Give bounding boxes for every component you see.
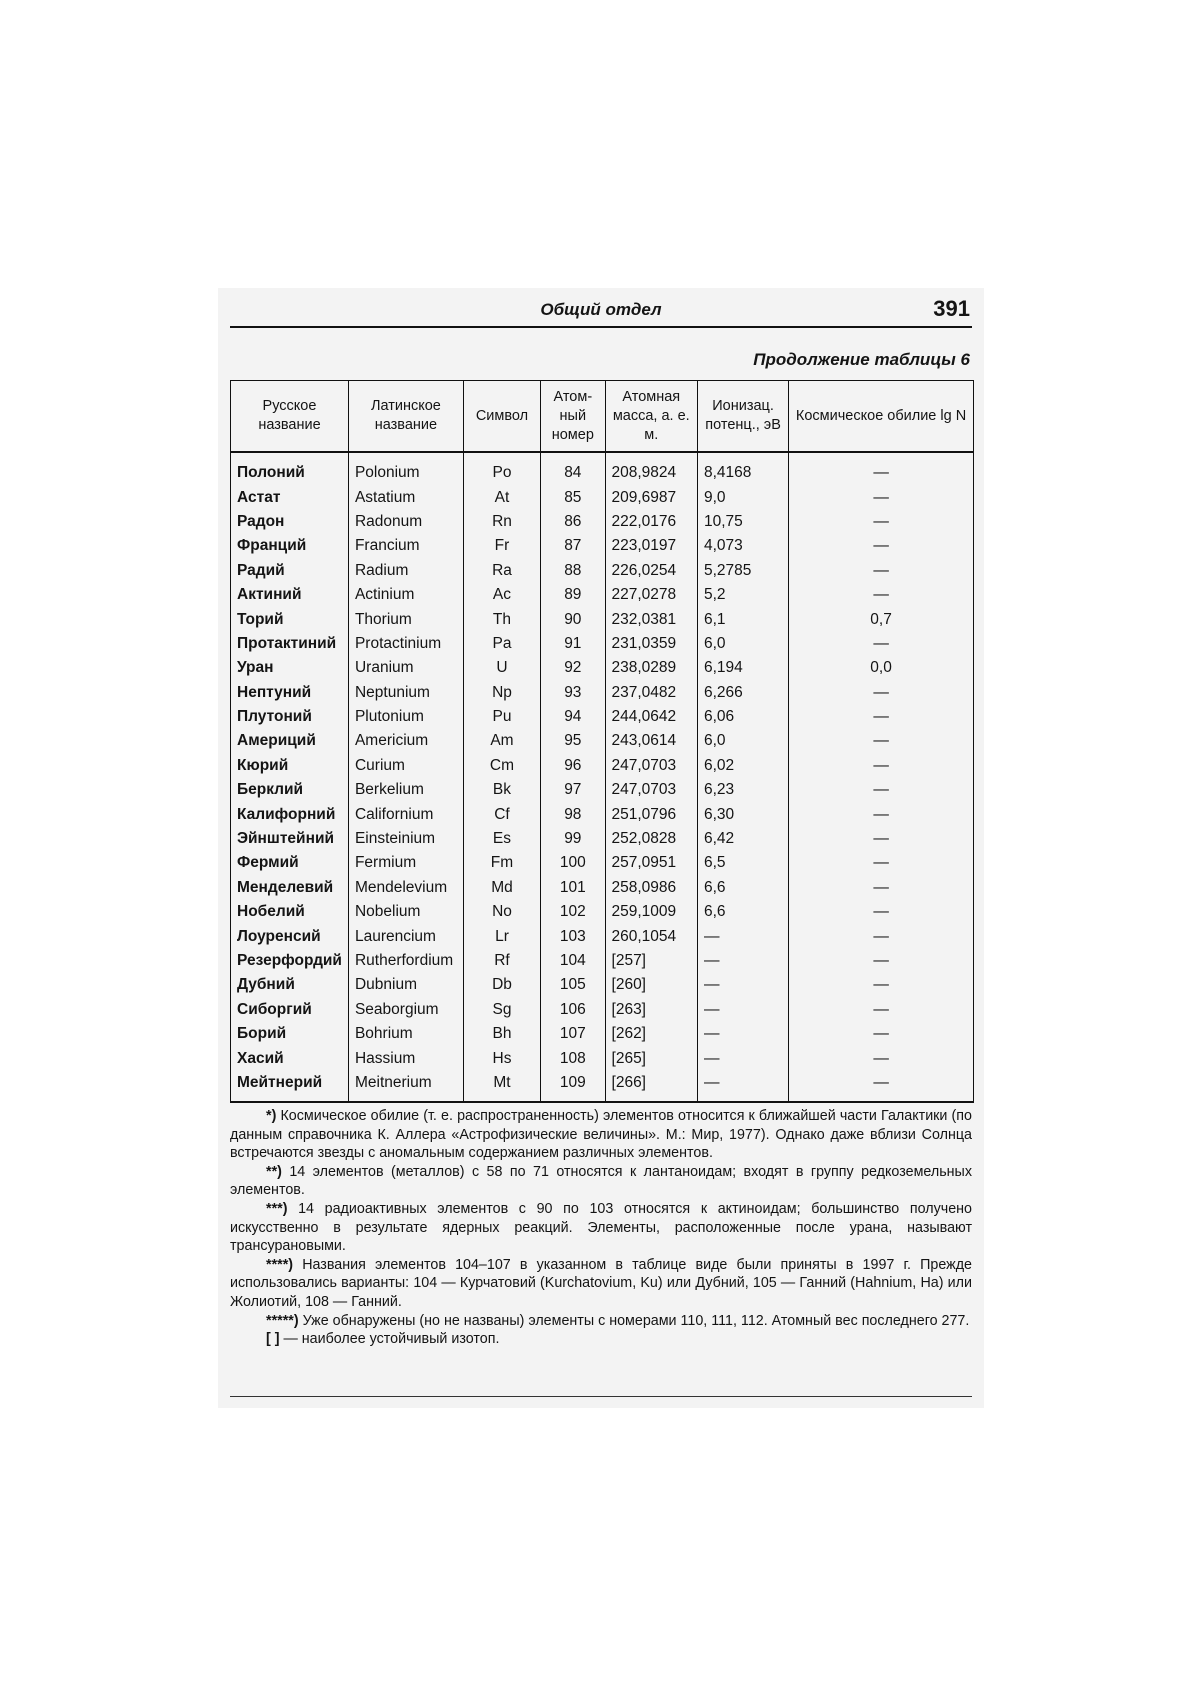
cell-cos: — bbox=[789, 681, 974, 705]
cell-cos: — bbox=[789, 1046, 974, 1070]
cell-rus: Франций bbox=[231, 534, 349, 558]
table-row bbox=[231, 900, 974, 924]
cell-sym: Pa bbox=[463, 632, 540, 656]
cell-sym: Mt bbox=[463, 1071, 540, 1102]
footnote-text: — наиболее устойчивый изотоп. bbox=[279, 1331, 500, 1348]
cell-cos: — bbox=[789, 900, 974, 924]
cell-ion: — bbox=[698, 949, 789, 973]
cell-rus: Эйнштейний bbox=[231, 827, 349, 851]
footnote-mark: [ ] bbox=[266, 1331, 280, 1348]
cell-rus: Торий bbox=[231, 607, 349, 631]
section-title: Общий отдел bbox=[540, 300, 662, 319]
cell-lat: Einsteinium bbox=[348, 827, 463, 851]
cell-num: 84 bbox=[541, 452, 605, 485]
cell-rus: Астат bbox=[231, 485, 349, 509]
cell-rus: Полоний bbox=[231, 452, 349, 485]
cell-cos: — bbox=[789, 973, 974, 997]
footnote bbox=[230, 1312, 972, 1331]
cell-mass: 258,0986 bbox=[605, 876, 697, 900]
cell-num: 105 bbox=[541, 973, 605, 997]
cell-num: 99 bbox=[541, 827, 605, 851]
table-row bbox=[231, 778, 974, 802]
cell-num: 102 bbox=[541, 900, 605, 924]
footnote-mark: *) bbox=[266, 1108, 277, 1124]
cell-ion: — bbox=[698, 924, 789, 948]
cell-lat: Protactinium bbox=[348, 632, 463, 656]
cell-sym: Bh bbox=[463, 1022, 540, 1046]
cell-mass: 209,6987 bbox=[605, 485, 697, 509]
cell-lat: Astatium bbox=[348, 485, 463, 509]
cell-ion: 6,30 bbox=[698, 802, 789, 826]
table-row bbox=[231, 754, 974, 778]
cell-num: 95 bbox=[541, 729, 605, 753]
cell-sym: Sg bbox=[463, 998, 540, 1022]
cell-sym: Ra bbox=[463, 559, 540, 583]
cell-rus: Плутоний bbox=[231, 705, 349, 729]
cell-sym: Fm bbox=[463, 851, 540, 875]
table-row bbox=[231, 632, 974, 656]
cell-cos: — bbox=[789, 729, 974, 753]
table-row bbox=[231, 973, 974, 997]
table-row bbox=[231, 1022, 974, 1046]
table-row bbox=[231, 681, 974, 705]
cell-lat: Radium bbox=[348, 559, 463, 583]
cell-cos: — bbox=[789, 705, 974, 729]
cell-rus: Нептуний bbox=[231, 681, 349, 705]
cell-rus: Актиний bbox=[231, 583, 349, 607]
table-row bbox=[231, 510, 974, 534]
cell-lat: Nobelium bbox=[348, 900, 463, 924]
footnote bbox=[230, 1256, 972, 1312]
cell-mass: 227,0278 bbox=[605, 583, 697, 607]
cell-lat: Californium bbox=[348, 802, 463, 826]
cell-num: 85 bbox=[541, 485, 605, 509]
cell-rus: Америций bbox=[231, 729, 349, 753]
bottom-rule bbox=[230, 1396, 972, 1397]
footnote-mark: ****) bbox=[266, 1256, 294, 1273]
cell-num: 96 bbox=[541, 754, 605, 778]
cell-mass: 244,0642 bbox=[605, 705, 697, 729]
cell-ion: 6,5 bbox=[698, 851, 789, 875]
cell-rus: Сиборгий bbox=[231, 998, 349, 1022]
cell-lat: Fermium bbox=[348, 851, 463, 875]
cell-lat: Dubnium bbox=[348, 973, 463, 997]
table-row bbox=[231, 656, 974, 680]
footnotes bbox=[230, 1107, 972, 1349]
table-continuation-label: Продолжение таблицы 6 bbox=[753, 350, 970, 369]
table-row bbox=[231, 534, 974, 558]
cell-ion: 6,266 bbox=[698, 681, 789, 705]
col-header-atomic-number: Атом- ный номер bbox=[541, 381, 605, 453]
cell-num: 98 bbox=[541, 802, 605, 826]
cell-ion: 10,75 bbox=[698, 510, 789, 534]
cell-mass: 238,0289 bbox=[605, 656, 697, 680]
cell-lat: Rutherfordium bbox=[348, 949, 463, 973]
cell-sym: Rn bbox=[463, 510, 540, 534]
cell-cos: — bbox=[789, 583, 974, 607]
cell-cos: 0,0 bbox=[789, 656, 974, 680]
cell-lat: Thorium bbox=[348, 607, 463, 631]
col-header-cosmic-abundance: Космическое обилие lg N bbox=[789, 381, 974, 453]
table-row bbox=[231, 452, 974, 485]
footnote-text: 14 радиоактивных элементов с 90 по 103 относятся к актиноидам; большинство получено искусственно в результате ядерных реакций. Элементы, расположенные после урана, называют трансурановыми. bbox=[230, 1200, 972, 1255]
cell-sym: Es bbox=[463, 827, 540, 851]
cell-lat: Radonum bbox=[348, 510, 463, 534]
cell-ion: 6,6 bbox=[698, 876, 789, 900]
cell-num: 88 bbox=[541, 559, 605, 583]
cell-lat: Meitnerium bbox=[348, 1071, 463, 1102]
cell-rus: Калифорний bbox=[231, 802, 349, 826]
col-header-russian-name: Русское название bbox=[231, 381, 349, 453]
table-row bbox=[231, 559, 974, 583]
cell-num: 92 bbox=[541, 656, 605, 680]
table-row bbox=[231, 827, 974, 851]
cell-sym: Am bbox=[463, 729, 540, 753]
footnote bbox=[230, 1330, 972, 1349]
cell-num: 108 bbox=[541, 1046, 605, 1070]
cell-sym: Lr bbox=[463, 924, 540, 948]
footnote bbox=[230, 1163, 972, 1200]
cell-cos: — bbox=[789, 851, 974, 875]
cell-mass: [262] bbox=[605, 1022, 697, 1046]
cell-ion: 5,2 bbox=[698, 583, 789, 607]
cell-cos: — bbox=[789, 827, 974, 851]
cell-lat: Americium bbox=[348, 729, 463, 753]
footnote-mark: ***) bbox=[266, 1200, 288, 1217]
cell-cos: — bbox=[789, 876, 974, 900]
cell-sym: Th bbox=[463, 607, 540, 631]
cell-mass: 223,0197 bbox=[605, 534, 697, 558]
cell-lat: Actinium bbox=[348, 583, 463, 607]
cell-ion: 4,073 bbox=[698, 534, 789, 558]
cell-lat: Laurencium bbox=[348, 924, 463, 948]
cell-mass: 259,1009 bbox=[605, 900, 697, 924]
cell-sym: Bk bbox=[463, 778, 540, 802]
footnote-text: Названия элементов 104–107 в указанном в таблице виде были приняты в 1997 г. Прежде использовались варианты: 104 — Курчатовий (Kurchatovium, Ku) или Дубний, 105 — Ганний (Hahnium, Ha) или Жолиотий, 108 — Ганний. bbox=[230, 1256, 972, 1310]
cell-sym: Md bbox=[463, 876, 540, 900]
cell-ion: — bbox=[698, 1046, 789, 1070]
cell-sym: U bbox=[463, 656, 540, 680]
cell-lat: Neptunium bbox=[348, 681, 463, 705]
cell-ion: 9,0 bbox=[698, 485, 789, 509]
cell-mass: [263] bbox=[605, 998, 697, 1022]
cell-ion: 6,06 bbox=[698, 705, 789, 729]
cell-rus: Дубний bbox=[231, 973, 349, 997]
table-row bbox=[231, 583, 974, 607]
cell-rus: Берклий bbox=[231, 778, 349, 802]
cell-ion: 6,0 bbox=[698, 729, 789, 753]
table-row bbox=[231, 998, 974, 1022]
cell-num: 106 bbox=[541, 998, 605, 1022]
cell-cos: 0,7 bbox=[789, 607, 974, 631]
cell-lat: Francium bbox=[348, 534, 463, 558]
cell-cos: — bbox=[789, 754, 974, 778]
cell-num: 109 bbox=[541, 1071, 605, 1102]
cell-cos: — bbox=[789, 485, 974, 509]
cell-sym: Cm bbox=[463, 754, 540, 778]
cell-rus: Радий bbox=[231, 559, 349, 583]
table-row bbox=[231, 1046, 974, 1070]
table-header-row bbox=[231, 381, 974, 453]
col-header-symbol: Символ bbox=[463, 381, 540, 453]
cell-lat: Uranium bbox=[348, 656, 463, 680]
cell-rus: Нобелий bbox=[231, 900, 349, 924]
elements-table bbox=[230, 380, 974, 1103]
cell-lat: Seaborgium bbox=[348, 998, 463, 1022]
cell-num: 107 bbox=[541, 1022, 605, 1046]
cell-rus: Менделевий bbox=[231, 876, 349, 900]
cell-mass: 247,0703 bbox=[605, 754, 697, 778]
col-header-latin-name: Латинское название bbox=[348, 381, 463, 453]
cell-ion: 6,02 bbox=[698, 754, 789, 778]
cell-ion: 5,2785 bbox=[698, 559, 789, 583]
cell-rus: Радон bbox=[231, 510, 349, 534]
table-row bbox=[231, 924, 974, 948]
cell-num: 94 bbox=[541, 705, 605, 729]
cell-ion: 6,0 bbox=[698, 632, 789, 656]
cell-rus: Протактиний bbox=[231, 632, 349, 656]
cell-ion: 6,6 bbox=[698, 900, 789, 924]
cell-num: 100 bbox=[541, 851, 605, 875]
cell-mass: [257] bbox=[605, 949, 697, 973]
cell-ion: 6,1 bbox=[698, 607, 789, 631]
cell-sym: Pu bbox=[463, 705, 540, 729]
cell-rus: Уран bbox=[231, 656, 349, 680]
cell-num: 91 bbox=[541, 632, 605, 656]
cell-mass: 251,0796 bbox=[605, 802, 697, 826]
cell-lat: Polonium bbox=[348, 452, 463, 485]
cell-mass: 208,9824 bbox=[605, 452, 697, 485]
cell-lat: Hassium bbox=[348, 1046, 463, 1070]
cell-sym: Rf bbox=[463, 949, 540, 973]
cell-num: 97 bbox=[541, 778, 605, 802]
table-row bbox=[231, 729, 974, 753]
footnote-mark: **) bbox=[266, 1163, 282, 1180]
cell-num: 89 bbox=[541, 583, 605, 607]
table-row bbox=[231, 949, 974, 973]
cell-ion: — bbox=[698, 998, 789, 1022]
cell-mass: 247,0703 bbox=[605, 778, 697, 802]
table-row bbox=[231, 1071, 974, 1102]
cell-ion: — bbox=[698, 973, 789, 997]
cell-sym: Db bbox=[463, 973, 540, 997]
cell-sym: Np bbox=[463, 681, 540, 705]
cell-lat: Curium bbox=[348, 754, 463, 778]
cell-sym: No bbox=[463, 900, 540, 924]
cell-mass: 237,0482 bbox=[605, 681, 697, 705]
cell-cos: — bbox=[789, 510, 974, 534]
cell-ion: — bbox=[698, 1071, 789, 1102]
cell-num: 93 bbox=[541, 681, 605, 705]
col-header-ionization-potential: Ионизац. потенц., эВ bbox=[698, 381, 789, 453]
cell-mass: 222,0176 bbox=[605, 510, 697, 534]
cell-sym: At bbox=[463, 485, 540, 509]
cell-ion: — bbox=[698, 1022, 789, 1046]
cell-lat: Mendelevium bbox=[348, 876, 463, 900]
cell-cos: — bbox=[789, 998, 974, 1022]
cell-cos: — bbox=[789, 924, 974, 948]
cell-mass: 232,0381 bbox=[605, 607, 697, 631]
cell-mass: 252,0828 bbox=[605, 827, 697, 851]
cell-lat: Bohrium bbox=[348, 1022, 463, 1046]
footnote bbox=[230, 1107, 972, 1163]
cell-num: 86 bbox=[541, 510, 605, 534]
table-row bbox=[231, 802, 974, 826]
cell-cos: — bbox=[789, 1022, 974, 1046]
cell-rus: Кюрий bbox=[231, 754, 349, 778]
cell-rus: Хасий bbox=[231, 1046, 349, 1070]
cell-lat: Berkelium bbox=[348, 778, 463, 802]
cell-ion: 6,42 bbox=[698, 827, 789, 851]
table-row bbox=[231, 876, 974, 900]
table-row bbox=[231, 705, 974, 729]
cell-rus: Резерфордий bbox=[231, 949, 349, 973]
cell-cos: — bbox=[789, 802, 974, 826]
cell-cos: — bbox=[789, 534, 974, 558]
table-row bbox=[231, 851, 974, 875]
footnote-text: 14 элементов (металлов) с 58 по 71 относятся к лантаноидам; входят в группу редкоземельных элементов. bbox=[230, 1163, 972, 1199]
cell-mass: 226,0254 bbox=[605, 559, 697, 583]
cell-mass: [265] bbox=[605, 1046, 697, 1070]
cell-rus: Мейтнерий bbox=[231, 1071, 349, 1102]
cell-ion: 6,23 bbox=[698, 778, 789, 802]
cell-sym: Po bbox=[463, 452, 540, 485]
col-header-atomic-mass: Атомная масса, а. е. м. bbox=[605, 381, 697, 453]
cell-cos: — bbox=[789, 452, 974, 485]
cell-lat: Plutonium bbox=[348, 705, 463, 729]
cell-rus: Фермий bbox=[231, 851, 349, 875]
cell-cos: — bbox=[789, 559, 974, 583]
cell-num: 87 bbox=[541, 534, 605, 558]
cell-mass: 231,0359 bbox=[605, 632, 697, 656]
cell-ion: 8,4168 bbox=[698, 452, 789, 485]
page-header bbox=[230, 296, 972, 328]
page-number: 391 bbox=[933, 296, 970, 321]
cell-num: 104 bbox=[541, 949, 605, 973]
cell-sym: Ac bbox=[463, 583, 540, 607]
cell-rus: Лоуренсий bbox=[231, 924, 349, 948]
cell-sym: Cf bbox=[463, 802, 540, 826]
footnote-mark: *****) bbox=[266, 1312, 299, 1329]
cell-cos: — bbox=[789, 1071, 974, 1102]
cell-ion: 6,194 bbox=[698, 656, 789, 680]
cell-mass: 243,0614 bbox=[605, 729, 697, 753]
cell-mass: [266] bbox=[605, 1071, 697, 1102]
cell-rus: Борий bbox=[231, 1022, 349, 1046]
cell-sym: Hs bbox=[463, 1046, 540, 1070]
table-row bbox=[231, 485, 974, 509]
cell-cos: — bbox=[789, 949, 974, 973]
cell-sym: Fr bbox=[463, 534, 540, 558]
table-row bbox=[231, 607, 974, 631]
cell-num: 90 bbox=[541, 607, 605, 631]
footnote bbox=[230, 1200, 972, 1256]
cell-cos: — bbox=[789, 632, 974, 656]
cell-mass: [260] bbox=[605, 973, 697, 997]
cell-cos: — bbox=[789, 778, 974, 802]
cell-mass: 257,0951 bbox=[605, 851, 697, 875]
footnote-text: Уже обнаружены (но не названы) элементы с номерами 110, 111, 112. Атомный вес последнего 277. bbox=[298, 1312, 970, 1329]
cell-mass: 260,1054 bbox=[605, 924, 697, 948]
cell-num: 101 bbox=[541, 876, 605, 900]
cell-num: 103 bbox=[541, 924, 605, 948]
footnote-text: Космическое обилие (т. е. распространенность) элементов относится к ближайшей части Галактики (по данным справочника К. Аллера «Астрофизические величины». М.: Мир, 1977). Однако даже вблизи Солнца встречаются звезды с аномальным содержанием различных элементов. bbox=[230, 1108, 972, 1162]
